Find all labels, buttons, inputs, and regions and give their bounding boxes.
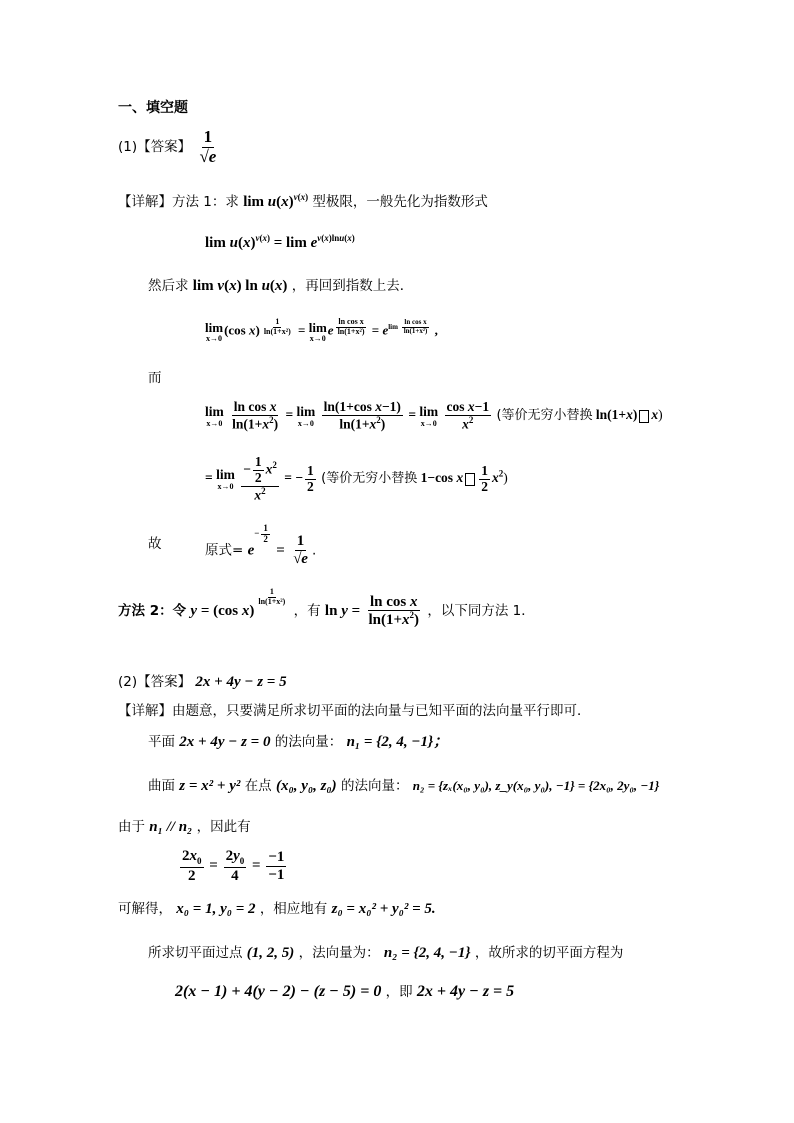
q1-then-tail: ，再回到指数上去． [291,278,414,294]
q1-method2-label: 方法 2：令 [118,603,187,620]
q2-ie-text: ，即 [385,984,413,1000]
q2-parallel: n₁ // n₂ [149,819,193,835]
q2-hence-text: ，因此有 [196,819,251,835]
q2-solve-line [118,900,436,918]
q1-answer-den: √e [199,146,217,166]
q2-answer: 2x + 4y − z = 5 [195,674,287,690]
q1-then-text: 然后求 [148,278,189,294]
q2-detail: 【详解】由题意，只要满足所求切平面的法向量与已知平面的法向量平行即可． [118,703,591,719]
q2-ratio-eq: $\frac{2x_0}{2}$ = $\frac{2y_0}{4}$ = $\frac{-1}{-1}$ [182,848,285,884]
q2-through-line [148,944,623,962]
q2-plane-normal: n₁ = {2, 4, −1}； [346,734,449,750]
q1-answer-line [118,128,220,166]
q1-and-text: 而 [148,370,162,386]
q2-surface-line [148,777,659,795]
q2-final-eq: 2(x − 1) + 4(y − 2) − (z − 5) = 0 [175,983,382,1000]
q2-final-simplified: 2x + 4y − z = 5 [416,983,515,1000]
q2-solve-text: 可解得， [118,901,172,917]
q1-method2-have: ，有 [293,603,321,620]
q2-correspond-text: ，相应地有 [259,901,328,917]
q1-answer-num: 1 [203,127,213,146]
q1-lim-uv: $\lim u(x)^{v(x)}$ [243,192,309,210]
q2-plane-line [148,733,448,751]
q2-final-text: ，故所求的切平面方程为 [474,945,624,961]
q2-plane-normal-text: 的法向量： [274,734,343,750]
q1-limit-step2: = lim x→0 − $\frac{1}{2}$ $x^2$ $x^2$ = − $\frac{1}{2}$ (等价无穷小替换 1−cos x $\frac{1}{2}$ $x^2$) [205,454,508,503]
q2-surface-normal-text: 的法向量： [340,778,409,794]
q2-label: (2)【答案】 [118,674,192,690]
q2-final-line [175,982,514,1001]
q1-original-text: 原式= [205,542,244,559]
q1-method2-tail: ，以下同方法 1． [427,603,535,620]
q1-original-line: 原式= $e^{- \frac{1}{2}}$ = $\frac{1}{√e}$ . [205,523,317,567]
q2-normal-is-text: ，法向量为： [298,945,380,961]
q1-therefore-text: 故 [148,536,162,552]
q1-limit-step1: lim x→0 $\frac{\text{ln cos x}}{\ln(1+x^2)}$ = lim x→0 $\frac{\text{ln(1+cos x−1)}}{\ln(1+x^2)}$ = lim x→0 $\frac{\text{cos x−1}}{x^2}$ (等价无穷小替换 ln(1+x) x) [205,399,663,432]
q2-plane-eq: 2x + 4y − z = 0 [179,734,271,750]
section-title: 一、填空题 [118,100,188,116]
q2-z0-eq: z₀ = x₀² + y₀² = 5. [331,901,436,917]
q1-lim-vlnu: lim v(x) ln u(x) [192,278,288,294]
q2-answer-line [118,673,287,691]
q1-detail-label: 【详解】方法 1：求 [118,194,239,210]
q2-surface-eq: z = x² + y² [179,778,241,794]
q2-at-point-text: 在点 [244,778,272,794]
q1-detail-tail: 型极限，一般先化为指数形式 [312,194,488,210]
q2-through-text: 所求切平面过点 [148,945,243,961]
q1-answer-fraction [197,128,218,166]
q2-surface-normal: n₂ = {zₓ(x₀, y₀), z_y(x₀, y₀), −1} = {2x₀, 2y₀, −1} [412,778,660,793]
q1-label: (1)【答案】 [118,139,192,156]
q1-limit-expression: lim x→0 (cos x) $^{\frac{1}{\text{ln(1+x²)}}}$ = lim x→0 e $^{\frac{\text{ln cos x}}{\text{ln(1+x²)}}}$ = $e^{lim \frac{\text{ln cos x}}{\text{ln(1+x²)}}}$ , [205,317,438,344]
q2-since-line [118,818,251,836]
q2-plane-text: 平面 [148,734,175,750]
q1-exp-form: $\lim u(x)^{v(x)} = \lim e^{v(x)lnu(x)}$ [205,233,355,251]
q1-method2-line: 方法 2：令 y = (cos x) $^{\frac{1}{\text{ln(1+x²)}}}$ ，有 ln y = $\frac{\text{ln cos x}}{\ln(1+x^2)}$ ，以下同方法 1． [118,587,535,629]
q1-equiv1-text: (等价无穷小替换 [496,408,593,424]
q1-then-line [148,277,413,295]
q2-normal-vec: n₂ = {2, 4, −1} [383,945,471,961]
q1-method1-intro [118,192,488,211]
q2-surface-text: 曲面 [148,778,175,794]
equiv-symbol-icon [639,410,649,423]
equiv-symbol-icon-2 [465,473,475,486]
q2-since-text: 由于 [118,819,145,835]
q2-point: (x₀, y₀, z₀) [275,778,337,794]
q2-through-point: (1, 2, 5) [246,945,295,961]
q1-equiv2-text: (等价无穷小替换 [321,471,418,487]
q2-solve-vals: x₀ = 1, y₀ = 2 [176,901,256,917]
